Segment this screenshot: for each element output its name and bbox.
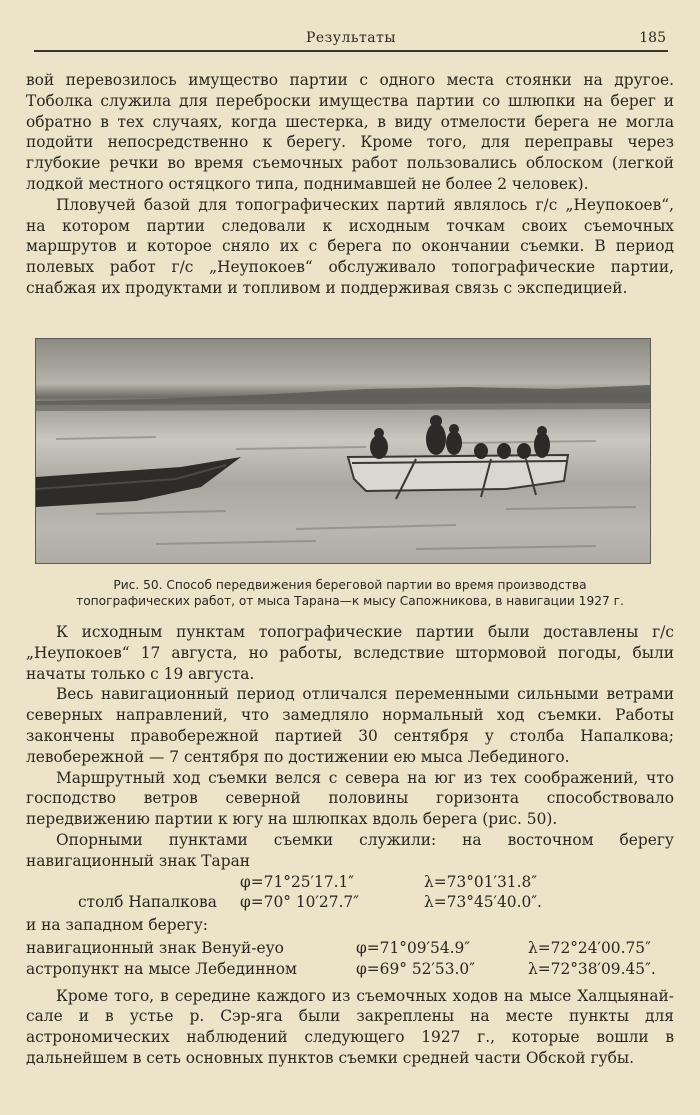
paragraph: Весь навигационный период отличался переменными сильными ветрами северных направлений, что замедляло нормальный ход съемки. Работы закончены правобережной партией 30 сентября у столба Напалкова; левобережной — 7 сентября по достижении ею мыса Лебединого.	[26, 685, 674, 766]
coord-row-west-intro	[26, 915, 674, 936]
paragraph: Пловучей базой для топографических партий являлось г/с „Неупокоев“, на котором партии следовали к исходным точкам своих съемочных маршрутов и которое сняло их с берега по окончании съемки. В период полевых работ г/с „Неупокоев“ обслуживало топографические партии, снабжая их продуктами и топливом и поддерживая связь с экспедицией.	[26, 195, 674, 297]
running-header	[34, 24, 668, 52]
coord-phi: φ=69° 52′53.0″	[356, 959, 475, 978]
text-block-bottom	[26, 622, 674, 1069]
coord-lambda: λ=72°38′09.45″.	[528, 959, 656, 978]
paragraph: К исходным пунктам топографические партии были доставлены г/с „Неупокоев“ 17 августа, но работы, вследствие штормовой погоды, были начаты только с 19 августа.	[26, 623, 674, 683]
coord-row-taran	[26, 872, 674, 893]
coord-row-lebedin	[26, 959, 674, 980]
figure-caption	[40, 577, 660, 609]
coord-intro: и на западном берегу:	[26, 916, 208, 935]
coord-phi: φ=70° 10′27.7″	[240, 893, 359, 912]
caption-line: Рис. 50. Способ передвижения береговой партии во время производства	[113, 578, 587, 592]
paragraph: Маршрутный ход съемки велся с севера на юг из тех соображений, что господство ветров северной половины горизонта способствовало передвижению партии к югу на шлюпках вдоль берега (рис. 50).	[26, 768, 674, 829]
caption-line: топографических работ, от мыса Тарана—к мысу Сапожникова, в навигации 1927 г.	[76, 594, 624, 608]
running-title: Результаты	[305, 30, 397, 46]
coord-point-name: навигационный знак Венуй-еуо	[26, 938, 284, 957]
coord-lambda: λ=72°24′00.75″	[528, 938, 651, 957]
paragraph: вой перевозилось имущество партии с одного места стоянки на другое. Тоболка служила для переброски имущества партии со шлюпки на берег и обратно в тех случаях, когда шестерка, в виду отмелости берега не могла подойти непосредственно к берегу. Кроме того, для переправы через глубокие речки во время съемочных работ пользовались облоском (легкой лодкой местного остяцкого типа, поднимавшей не более 2 человек).	[26, 71, 674, 193]
coord-point-name: астропункт на мысе Лебединном	[26, 959, 298, 978]
page-number: 185	[639, 30, 666, 46]
photo-boats-on-water	[36, 339, 650, 563]
paragraph: Опорными пунктами съемки служили: на восточном берегу навигационный знак Таран	[26, 830, 674, 870]
coord-lambda: λ=73°01′31.8″	[424, 872, 538, 891]
paragraph: Кроме того, в середине каждого из съемочных ходов на мысе Халцыянай-сале и в устье р. Сэр-яга были закреплены на месте пункты для астрономических наблюдений следующего 1927 г., которые вошли в дальнейшем в сеть основных пунктов съемки средней части Обской губы.	[26, 986, 674, 1067]
figure-photo	[35, 338, 651, 564]
coord-phi: φ=71°09′54.9″	[356, 938, 471, 957]
coord-point-name: столб Напалкова	[78, 893, 217, 912]
coord-lambda: λ=73°45′40.0″.	[424, 893, 542, 912]
coord-row-napalkov	[26, 892, 674, 913]
coord-phi: φ=71°25′17.1″	[240, 872, 355, 891]
coord-row-venuy	[26, 938, 674, 959]
text-block-top	[26, 70, 674, 299]
